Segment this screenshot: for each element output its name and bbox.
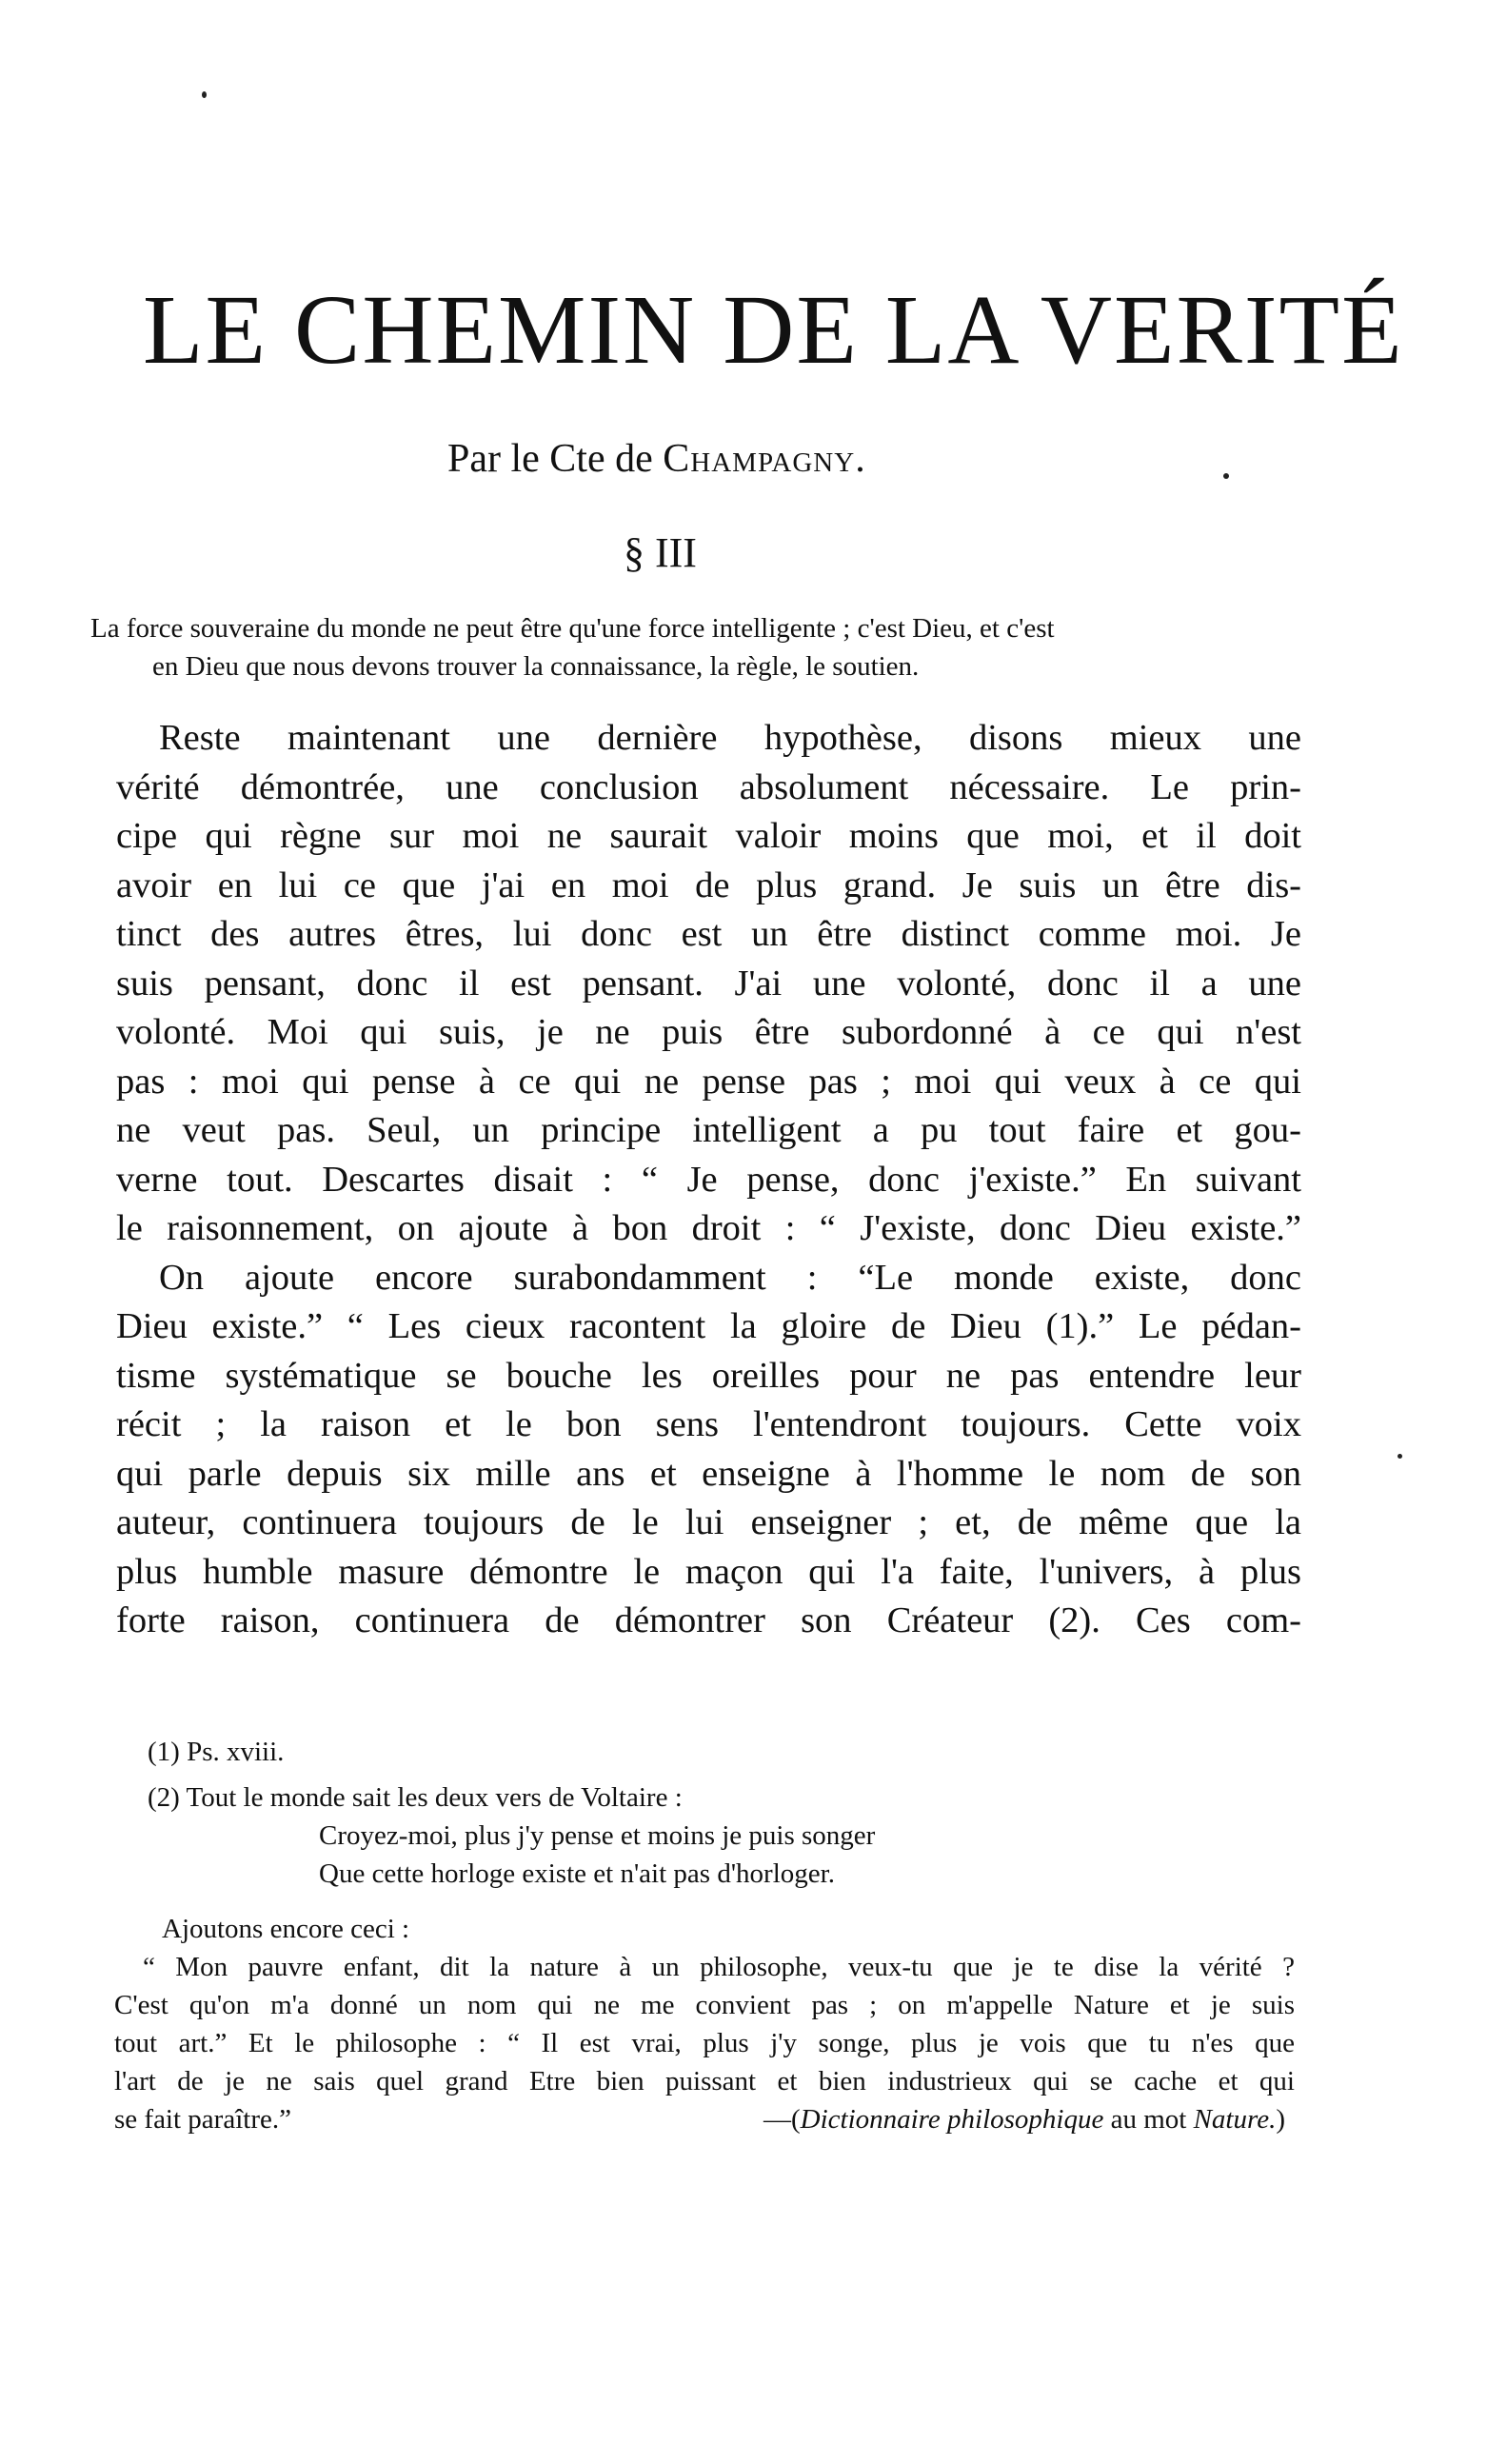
body-line: forte raison, continuera de démontrer son Créateur (2). Ces com- bbox=[116, 1600, 1301, 1640]
body-line: ne veut pas. Seul, un principe intelligent a pu tout faire et gou- bbox=[116, 1110, 1301, 1150]
body-text bbox=[116, 714, 1301, 1646]
body-line: On ajoute encore surabondamment : “Le monde existe, donc bbox=[159, 1257, 1301, 1298]
footnote-2: (2) Tout le monde sait les deux vers de Voltaire : bbox=[148, 1782, 683, 1813]
summary-line: en Dieu que nous devons trouver la connaissance, la règle, le soutien. bbox=[152, 651, 920, 682]
byline-author: Champagny. bbox=[663, 437, 866, 481]
byline-prefix: Par le Cte de bbox=[447, 437, 664, 481]
body-line: qui parle depuis six mille ans et enseigne à l'homme le nom de son bbox=[116, 1453, 1301, 1494]
body-line: tinct des autres êtres, lui donc est un être distinct comme moi. Je bbox=[116, 914, 1301, 954]
citation-suffix: ) bbox=[1276, 2104, 1285, 2135]
section-heading: § III bbox=[624, 529, 697, 576]
citation-mid: au mot bbox=[1103, 2104, 1194, 2135]
citation bbox=[763, 2100, 1295, 2138]
body-line: tisme systématique se bouche les oreilles pour ne pas entendre leur bbox=[116, 1355, 1301, 1396]
byline bbox=[447, 436, 866, 482]
footnotes bbox=[114, 1733, 1295, 2138]
summary-line: La force souveraine du monde ne peut être qu'une force intelligente ; c'est Dieu, et c'est bbox=[90, 613, 1055, 644]
section-summary bbox=[90, 609, 1280, 686]
body-line: Dieu existe.” “ Les cieux racontent la gloire de Dieu (1).” Le pédan- bbox=[116, 1306, 1301, 1346]
body-line: pas : moi qui pense à ce qui ne pense pas ; moi qui veux à ce qui bbox=[116, 1061, 1301, 1102]
body-line: cipe qui règne sur moi ne saurait valoir moins que moi, et il doit bbox=[116, 816, 1301, 856]
citation-prefix: —( bbox=[763, 2104, 801, 2135]
body-line: volonté. Moi qui suis, je ne puis être subordonné à ce qui n'est bbox=[116, 1012, 1301, 1052]
verse-line: Que cette horloge existe et n'ait pas d'horloger. bbox=[319, 1858, 835, 1889]
citation-title: Dictionnaire philosophique bbox=[800, 2104, 1104, 2135]
quote-line: tout art.” Et le philosophe : “ Il est vrai, plus j'y songe, plus je vois que tu n'es que bbox=[114, 2028, 1295, 2058]
verse-line: Croyez-moi, plus j'y pense et moins je puis songer bbox=[319, 1820, 876, 1851]
quote-line: C'est qu'on m'a donné un nom qui ne me convient pas ; on m'appelle Nature et je suis bbox=[114, 1990, 1295, 2020]
speck-mark bbox=[202, 91, 207, 98]
body-line: suis pensant, donc il est pensant. J'ai une volonté, donc il a une bbox=[116, 963, 1301, 1003]
footnote-1: (1) Ps. xviii. bbox=[148, 1737, 285, 1767]
body-line: vérité démontrée, une conclusion absolument nécessaire. Le prin- bbox=[116, 766, 1301, 807]
article-title: LE CHEMIN DE LA VERITÉ bbox=[143, 275, 1404, 385]
speck-mark bbox=[1398, 1454, 1402, 1459]
quote-line: l'art de je ne sais quel grand Etre bien puissant et bien industrieux qui se cache et qui bbox=[114, 2066, 1295, 2096]
body-line: récit ; la raison et le bon sens l'entendront toujours. Cette voix bbox=[116, 1404, 1301, 1444]
footnote-addition: Ajoutons encore ceci : bbox=[162, 1914, 410, 1944]
quote-end: se fait paraître.” bbox=[114, 2104, 291, 2135]
body-line: le raisonnement, on ajoute à bon droit : “ J'existe, donc Dieu existe.” bbox=[116, 1208, 1301, 1248]
body-line: Reste maintenant une dernière hypothèse, disons mieux une bbox=[159, 718, 1301, 758]
body-line: verne tout. Descartes disait : “ Je pense, donc j'existe.” En suivant bbox=[116, 1159, 1301, 1200]
body-line: avoir en lui ce que j'ai en moi de plus grand. Je suis un être dis- bbox=[116, 864, 1301, 905]
speck-mark bbox=[1223, 473, 1229, 479]
quote-line: “ Mon pauvre enfant, dit la nature à un philosophe, veux-tu que je te dise la vérité ? bbox=[143, 1952, 1295, 1982]
citation-word: Nature. bbox=[1193, 2104, 1277, 2135]
quote-last-line bbox=[114, 2100, 1295, 2138]
body-line: plus humble masure démontre le maçon qui l'a faite, l'univers, à plus bbox=[116, 1551, 1301, 1592]
body-line: auteur, continuera toujours de le lui enseigner ; et, de même que la bbox=[116, 1502, 1301, 1542]
